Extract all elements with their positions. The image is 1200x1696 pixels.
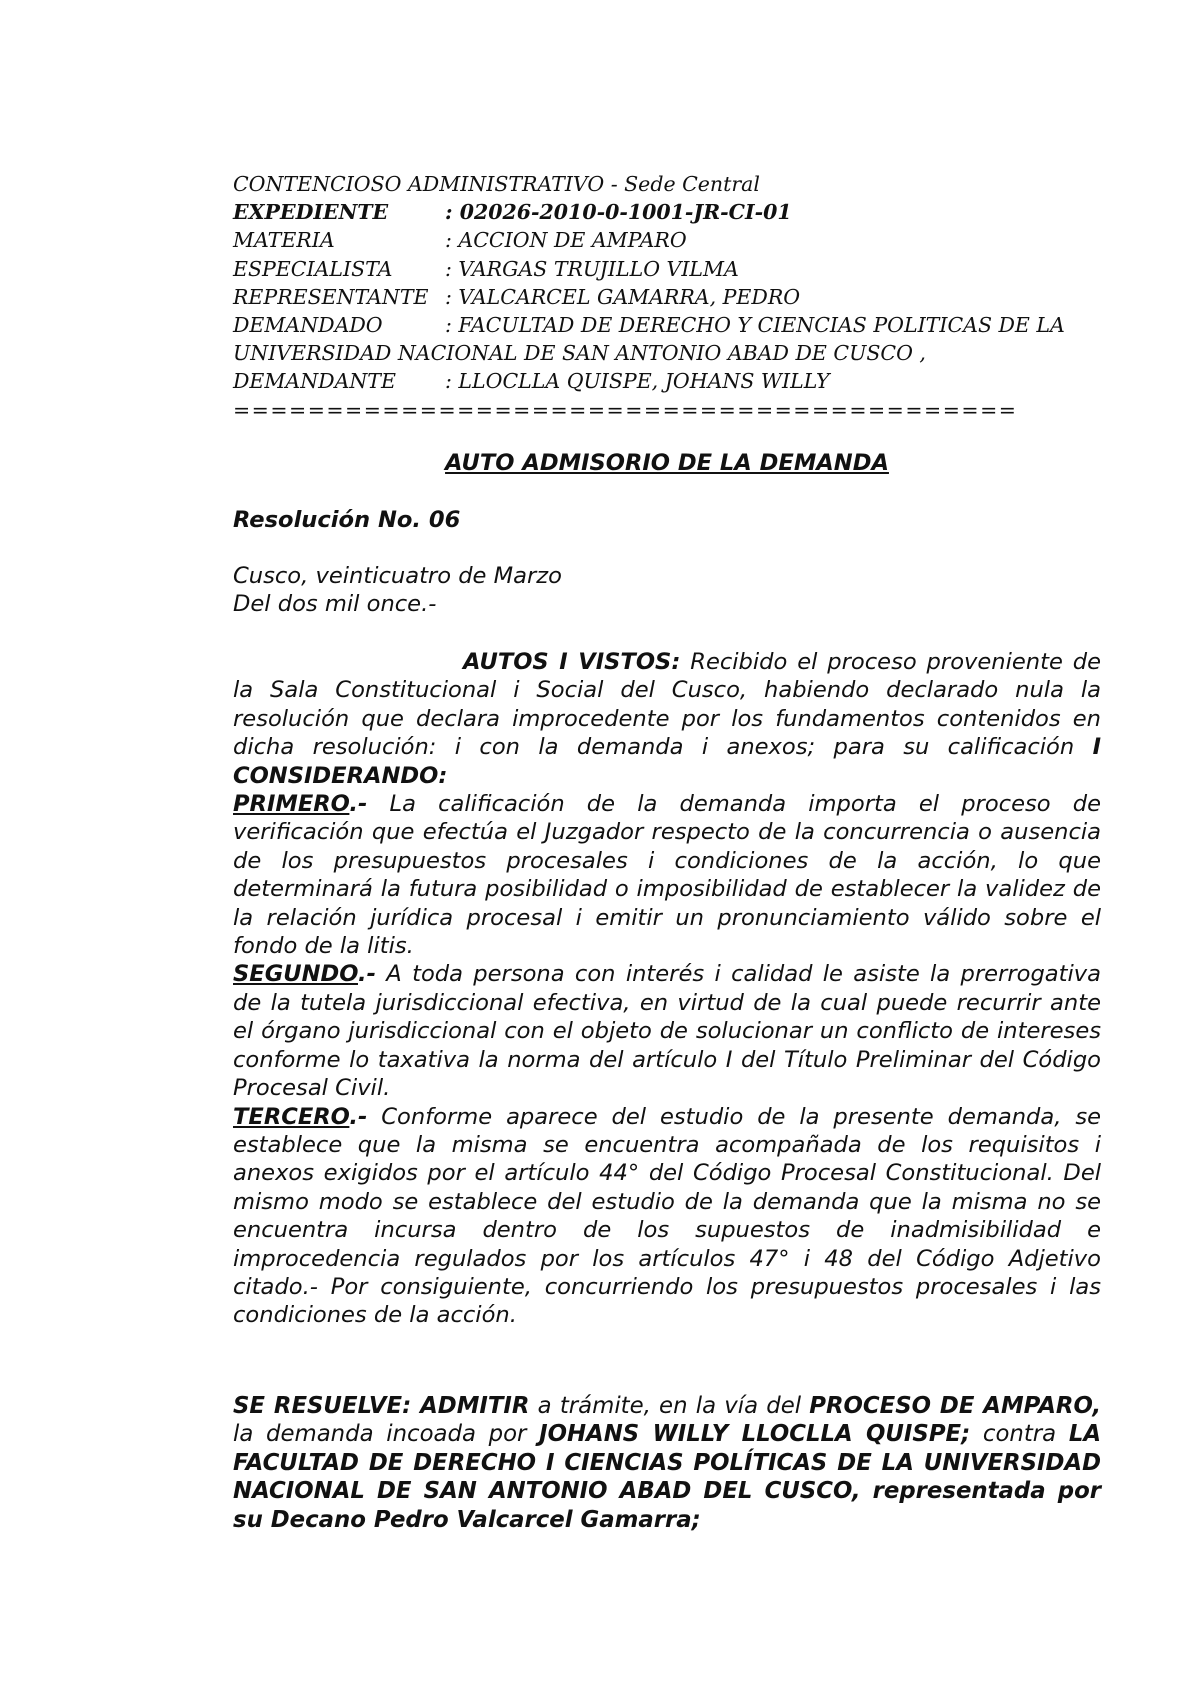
date-block — [233, 562, 1101, 619]
demandante-label: DEMANDANTE — [233, 369, 396, 394]
date-line-1: Cusco, veinticuatro de Marzo — [233, 563, 562, 589]
court-line: CONTENCIOSO ADMINISTRATIVO - Sede Central — [233, 172, 760, 196]
segundo-paragraph: SEGUNDO.- A toda persona con interés i calidad le asiste la prerrogativa de la tutela jurisdiccional efectiva, en virtud de la cual puede recurrir ante el órgano jurisdiccional con el objeto de solucionar un conflicto de intereses conforme lo taxativa la norma del artículo I del Título Preliminar del Código Procesal Civil. — [233, 961, 1101, 1102]
expediente-label: EXPEDIENTE — [233, 200, 389, 225]
representante-label: REPRESENTANTE — [233, 284, 429, 309]
expediente-value: : 02026-2010-0-1001-JR-CI-01 — [445, 200, 792, 225]
demandado-row — [233, 311, 1133, 339]
primero-paragraph: PRIMERO.- La calificación de la demanda importa el proceso de verificación que efectúa el Juzgador respecto de la concurrencia o ausencia de los presupuestos procesales i condiciones de la acción, lo que determinará la futura posibilidad o imposibilidad de establecer la validez de la relación jurídica procesal i emitir un pronunciamiento válido sobre el fondo de la litis. — [233, 791, 1101, 960]
materia-row — [233, 226, 1133, 254]
especialista-label: ESPECIALISTA — [233, 256, 393, 281]
autos-paragraph: AUTOS I VISTOS: Recibido el proceso proveniente de la Sala Constitucional i Social del Cusco, habiendo declarado nula la resolución que declara improcedente por los fundamentos contenidos en dicha resolución: i con la demanda i anexos; para su calificación I CONSIDERANDO: — [233, 649, 1101, 789]
representante-row — [233, 283, 1133, 311]
resolution-paragraph: SE RESUELVE: ADMITIR a trámite, en la vía del PROCESO DE AMPARO, la demanda incoada por JOHANS WILLY LLOCLLA QUISPE; contra LA FACULTAD DE DERECHO I CIENCIAS POLÍTICAS DE LA UNIVERSIDAD NACIONAL DE SAN ANTONIO ABAD DEL CUSCO, representada por su Decano Pedro Valcarcel Gamarra; — [233, 1393, 1101, 1533]
date-line-2: Del dos mil once.- — [233, 591, 437, 618]
demandante-row — [233, 367, 1133, 395]
representante-value: : VALCARCEL GAMARRA, PEDRO — [445, 284, 801, 309]
case-header — [233, 170, 1133, 424]
especialista-row — [233, 255, 1133, 283]
materia-value: : ACCION DE AMPARO — [445, 228, 687, 253]
demandado-continuation: UNIVERSIDAD NACIONAL DE SAN ANTONIO ABAD DE CUSCO , — [233, 341, 926, 366]
demandante-value: : LLOCLLA QUISPE, JOHANS WILLY — [445, 369, 830, 394]
expediente-row — [233, 198, 1133, 226]
considerations — [233, 648, 1101, 1330]
materia-label: MATERIA — [233, 228, 335, 253]
tercero-paragraph: TERCERO.- Conforme aparece del estudio de la presente demanda, se establece que la misma se encuentra acompañada de los requisitos i anexos exigidos por el artículo 44° del Código Procesal Constitucional. Del mismo modo se establece del estudio de la demanda que la misma no se encuentra incursa dentro de los supuestos de inadmisibilidad e improcedencia regulados por los artículos 47° i 48 del Código Adjetivo citado.- Por consiguiente, concurriendo los presupuestos procesales i las condiciones de la acción. — [233, 1103, 1101, 1329]
header-separator: ========================================== — [233, 397, 1018, 422]
demandado-label: DEMANDADO — [233, 313, 383, 338]
resolution-number: Resolución No. 06 — [233, 507, 461, 533]
especialista-value: : VARGAS TRUJILLO VILMA — [445, 256, 739, 281]
document-title: AUTO ADMISORIO DE LA DEMANDA — [445, 450, 889, 476]
demandado-value: : FACULTAD DE DERECHO Y CIENCIAS POLITICAS DE LA — [445, 313, 1065, 338]
